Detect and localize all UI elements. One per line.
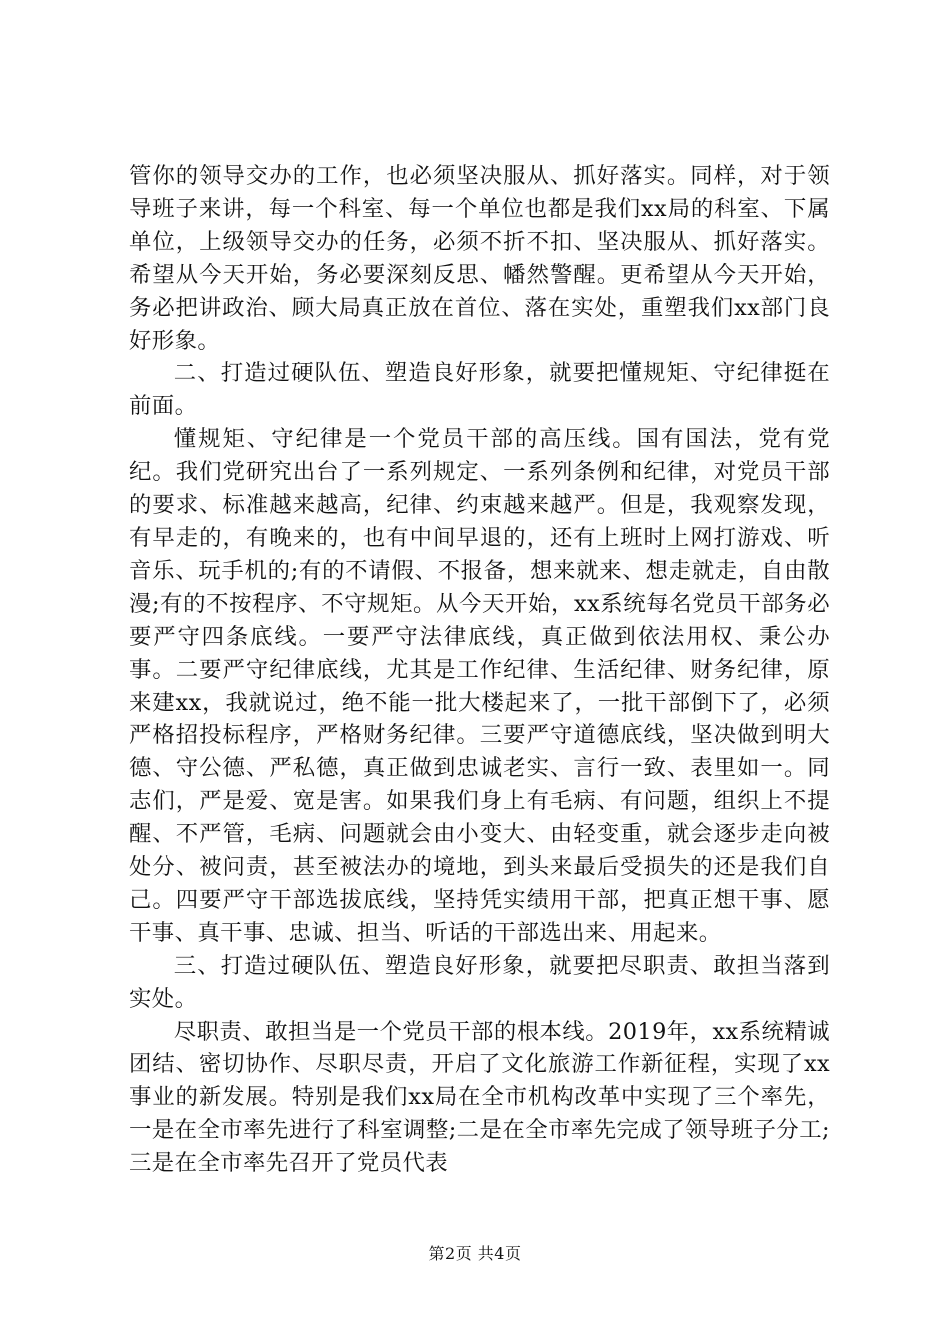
document-body (129, 160, 830, 1180)
paragraph-5: 尽职责、敢担当是一个党员干部的根本线。2019年，xx系统精诚团结、密切协作、尽职尽责，开启了文化旅游工作新征程，实现了xx事业的新发展。特别是我们xx局在全市机构改革中实现了三个率先，一是在全市率先进行了科室调整;二是在全市率先完成了领导班子分工;三是在全市率先召开了党员代表 (129, 1018, 830, 1177)
section-heading-2: 二、打造过硬队伍、塑造良好形象，就要把懂规矩、守纪律挺在前面。 (129, 360, 830, 420)
section-heading-3: 三、打造过硬队伍、塑造良好形象，就要把尽职责、敢担当落到实处。 (129, 952, 830, 1012)
paragraph-3: 懂规矩、守纪律是一个党员干部的高压线。国有国法，党有党纪。我们党研究出台了一系列规定、一系列条例和纪律，对党员干部的要求、标准越来越高，纪律、约束越来越严。但是，我观察发现，有早走的，有晚来的，也有中间早退的，还有上班时上网打游戏、听音乐、玩手机的;有的不请假、不报备，想来就来、想走就走，自由散漫;有的不按程序、不守规矩。从今天开始，xx系统每名党员干部务必要严守四条底线。一要严守法律底线，真正做到依法用权、秉公办事。二要严守纪律底线，尤其是工作纪律、生活纪律、财务纪律，原来建xx，我就说过，绝不能一批大楼起来了，一批干部倒下了，必须严格招投标程序，严格财务纪律。三要严守道德底线，坚决做到明大德、守公德、严私德，真正做到忠诚老实、言行一致、表里如一。同志们，严是爱、宽是害。如果我们身上有毛病、有问题，组织上不提醒、不严管，毛病、问题就会由小变大、由轻变重，就会逐步走向被处分、被问责，甚至被法办的境地，到头来最后受损失的还是我们自己。四要严守干部选拔底线，坚持凭实绩用干部，把真正想干事、愿干事、真干事、忠诚、担当、听话的干部选出来、用起来。 (129, 426, 830, 946)
paragraph-1: 管你的领导交办的工作，也必须坚决服从、抓好落实。同样，对于领导班子来讲，每一个科室、每一个单位也都是我们xx局的科室、下属单位，上级领导交办的任务，必须不折不扣、坚决服从、抓好落实。希望从今天开始，务必要深刻反思、幡然警醒。更希望从今天开始，务必把讲政治、顾大局真正放在首位、落在实处，重塑我们xx部门良好形象。 (129, 163, 830, 354)
page-footer: 第2页 共4页 (428, 1244, 522, 1263)
